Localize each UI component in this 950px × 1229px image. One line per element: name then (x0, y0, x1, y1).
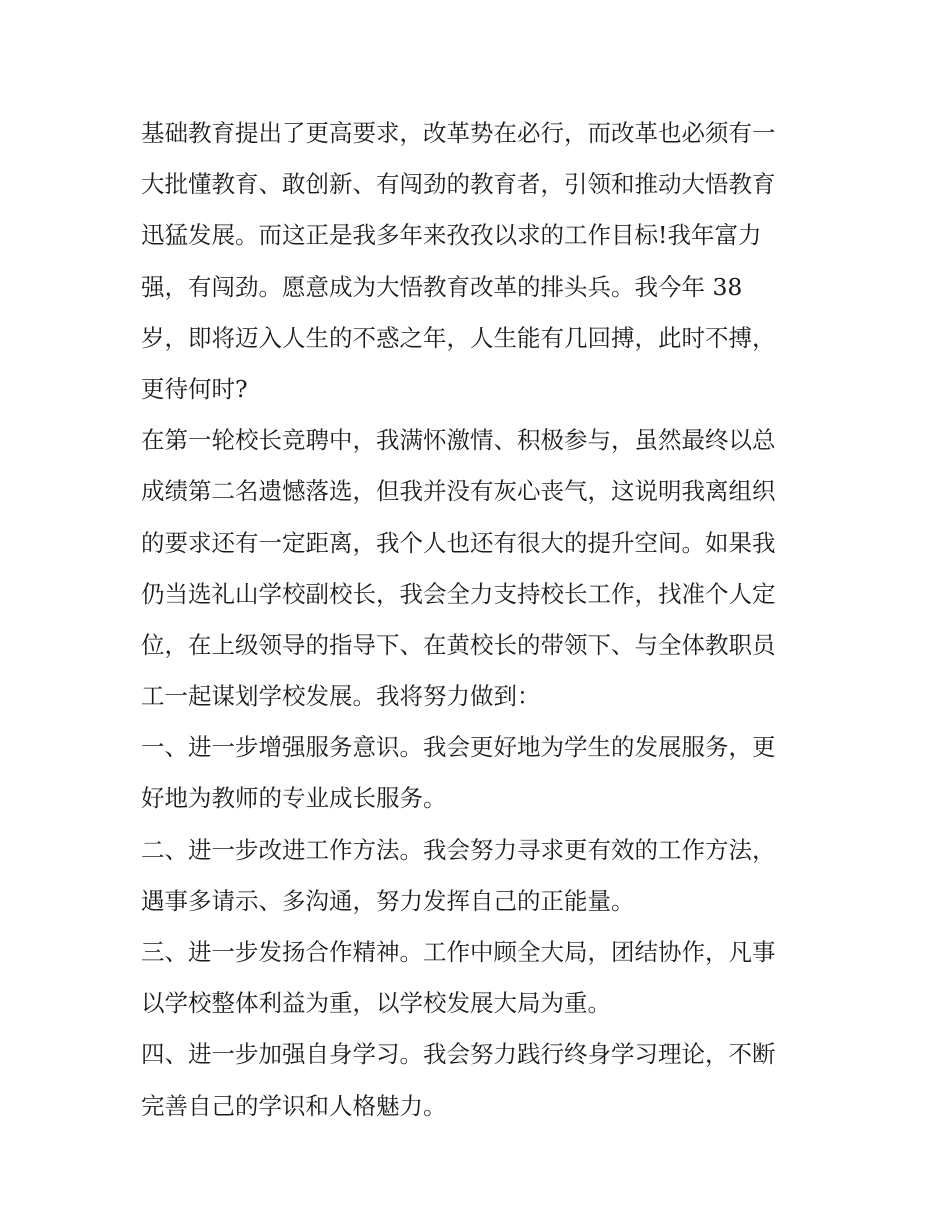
text-line: 二、进一步改进工作方法。我会努力寻求更有效的工作方法， (141, 835, 776, 864)
text-line: 工一起谋划学校发展。我将努力做到： (141, 682, 541, 711)
text-line: 岁，即将迈入人生的不惑之年，人生能有几回搏，此时不搏， (141, 323, 776, 352)
text-line: 好地为教师的专业成长服务。 (141, 784, 447, 813)
text-line: 迅猛发展。而这正是我多年来孜孜以求的工作目标!我年富力 (141, 221, 762, 250)
text-line: 更待何时? (141, 374, 248, 403)
text-line: 的要求还有一定距离，我个人也还有很大的提升空间。如果我 (141, 528, 776, 557)
text-line: 仍当选礼山学校副校长，我会全力支持校长工作，找准个人定 (141, 579, 776, 608)
text-line: 三、进一步发扬合作精神。工作中顾全大局，团结协作，凡事 (141, 938, 776, 966)
text-line: 位，在上级领导的指导下、在黄校长的带领下、与全体教职员 (141, 630, 776, 659)
text-line: 完善自己的学识和人格魅力。 (141, 1091, 447, 1120)
text-line: 一、进一步增强服务意识。我会更好地为学生的发展服务，更 (141, 733, 776, 762)
text-line: 遇事多请示、多沟通，努力发挥自己的正能量。 (141, 886, 635, 915)
text-line: 大批懂教育、敢创新、有闯劲的教育者，引领和推动大悟教育 (141, 170, 776, 199)
text-line: 四、进一步加强自身学习。我会努力践行终身学习理论，不断 (141, 1040, 776, 1069)
body-text (141, 108, 821, 1132)
text-line: 强，有闯劲。愿意成为大悟教育改革的排头兵。我今年 38 (141, 272, 743, 301)
text-line: 以学校整体利益为重，以学校发展大局为重。 (141, 989, 611, 1018)
text-line: 基础教育提出了更高要求，改革势在必行，而改革也必须有一 (141, 119, 776, 147)
text-line: 在第一轮校长竞聘中，我满怀激情、积极参与，虽然最终以总 (141, 426, 776, 455)
text-line: 成绩第二名遗憾落选，但我并没有灰心丧气，这说明我离组织 (141, 477, 776, 506)
